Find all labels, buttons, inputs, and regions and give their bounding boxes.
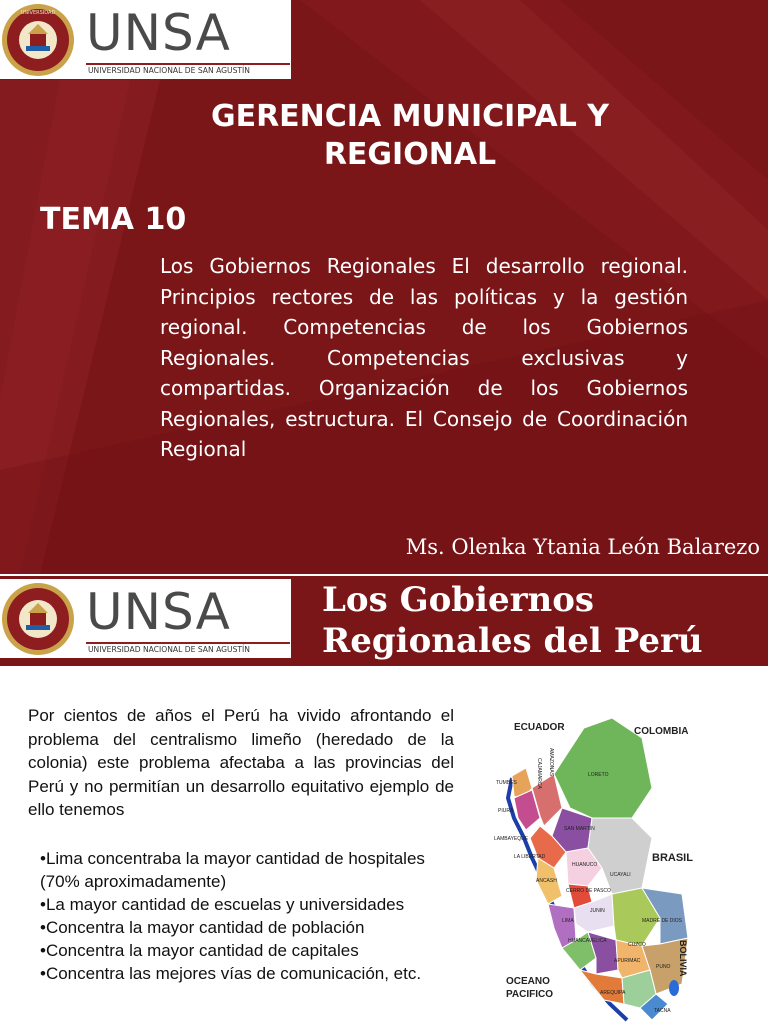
label-tumbes: TUMBES [496,780,517,786]
list-item: •Concentra la mayor cantidad de capitales [40,941,359,960]
label-san-martin: SAN MARTIN [564,826,595,832]
label-colombia: COLOMBIA [634,726,689,737]
label-cajamarca: CAJAMARCA [536,758,542,789]
label-brasil: BRASIL [652,852,693,864]
author-name: Ms. Olenka Ytania León Balarezo [405,535,760,559]
label-cusco: CUZCO [628,942,646,948]
logo-rule [86,63,290,65]
label-la-libertad: LA LIBERTAD [514,854,546,860]
label-puno: PUNO [656,964,671,970]
label-apurimac: APURIMAC [614,958,641,964]
label-lima: LIMA [562,918,574,924]
label-amazonas: AMAZONAS [548,748,554,777]
unsa-logo [0,0,291,79]
bullet-list [40,847,460,985]
list-item: •Concentra la mayor cantidad de población [40,918,365,937]
tema-heading: TEMA 10 [40,202,187,237]
label-lambayeque: LAMBAYEQUE [494,836,529,842]
label-junin: JUNIN [590,908,605,914]
slide-title: GERENCIA MUNICIPAL Y REGIONAL [210,99,610,172]
peru-map [492,708,702,1024]
label-tacna: TACNA [654,1008,671,1014]
logo-subtitle: UNIVERSIDAD NACIONAL DE SAN AGUSTÍN [88,66,250,75]
label-pacifico: PACIFICO [506,989,554,1000]
label-oceano: OCEANO [506,976,550,987]
slide-header [0,576,768,666]
list-item: •La mayor cantidad de escuelas y universidades [40,895,405,914]
logo-wordmark: UNSA [86,583,231,641]
logo-subtitle: UNIVERSIDAD NACIONAL DE SAN AGUSTÍN [88,645,250,654]
label-pasco: CERRO DE PASCO [566,888,611,894]
label-madre-de-dios: MADRE DE DIOS [642,918,683,924]
logo-wordmark: UNSA [86,4,231,62]
content-slide [0,576,768,1024]
label-bolivia: BOLIVIA [678,940,688,977]
intro-paragraph: Por cientos de años el Perú ha vivido afrontando el problema del centralismo limeño (heredado de la colonia) este problema afectaba a las provincias del Perú y no permitían un desarrollo equitativo ejemplo de ello tenemos [28,706,454,819]
unsa-logo [0,579,291,658]
label-ancash: ANCASH [536,878,557,884]
list-item: •Lima concentraba la mayor cantidad de hospitales (70% aproximadamente) [40,849,425,891]
label-huanuco: HUANUCO [572,862,598,868]
label-arequipa: AREQUIPA [600,990,626,996]
label-huancavelica: HUANCAVELICA [568,938,607,944]
label-loreto: LORETO [588,772,609,778]
svg-text:UNIVERSIDAD: UNIVERSIDAD [20,10,56,16]
list-item: •Concentra las mejores vías de comunicación, etc. [40,964,422,983]
label-ucayali: UCAYALI [610,872,631,878]
label-piura: PIURA [498,808,514,814]
label-ecuador: ECUADOR [514,722,565,733]
tema-description: Los Gobiernos Regionales El desarrollo regional. Principios rectores de las políticas y la gestión regional. Competencias de los Gobiernos Regionales. Competencias exclusivas y compartidas. Organización de los Gobiernos Regionales, estructura. El Consejo de Coordinación Regional [160,254,688,461]
logo-rule [86,642,290,644]
slide-title: Los Gobiernos Regionales del Perú [322,580,703,661]
